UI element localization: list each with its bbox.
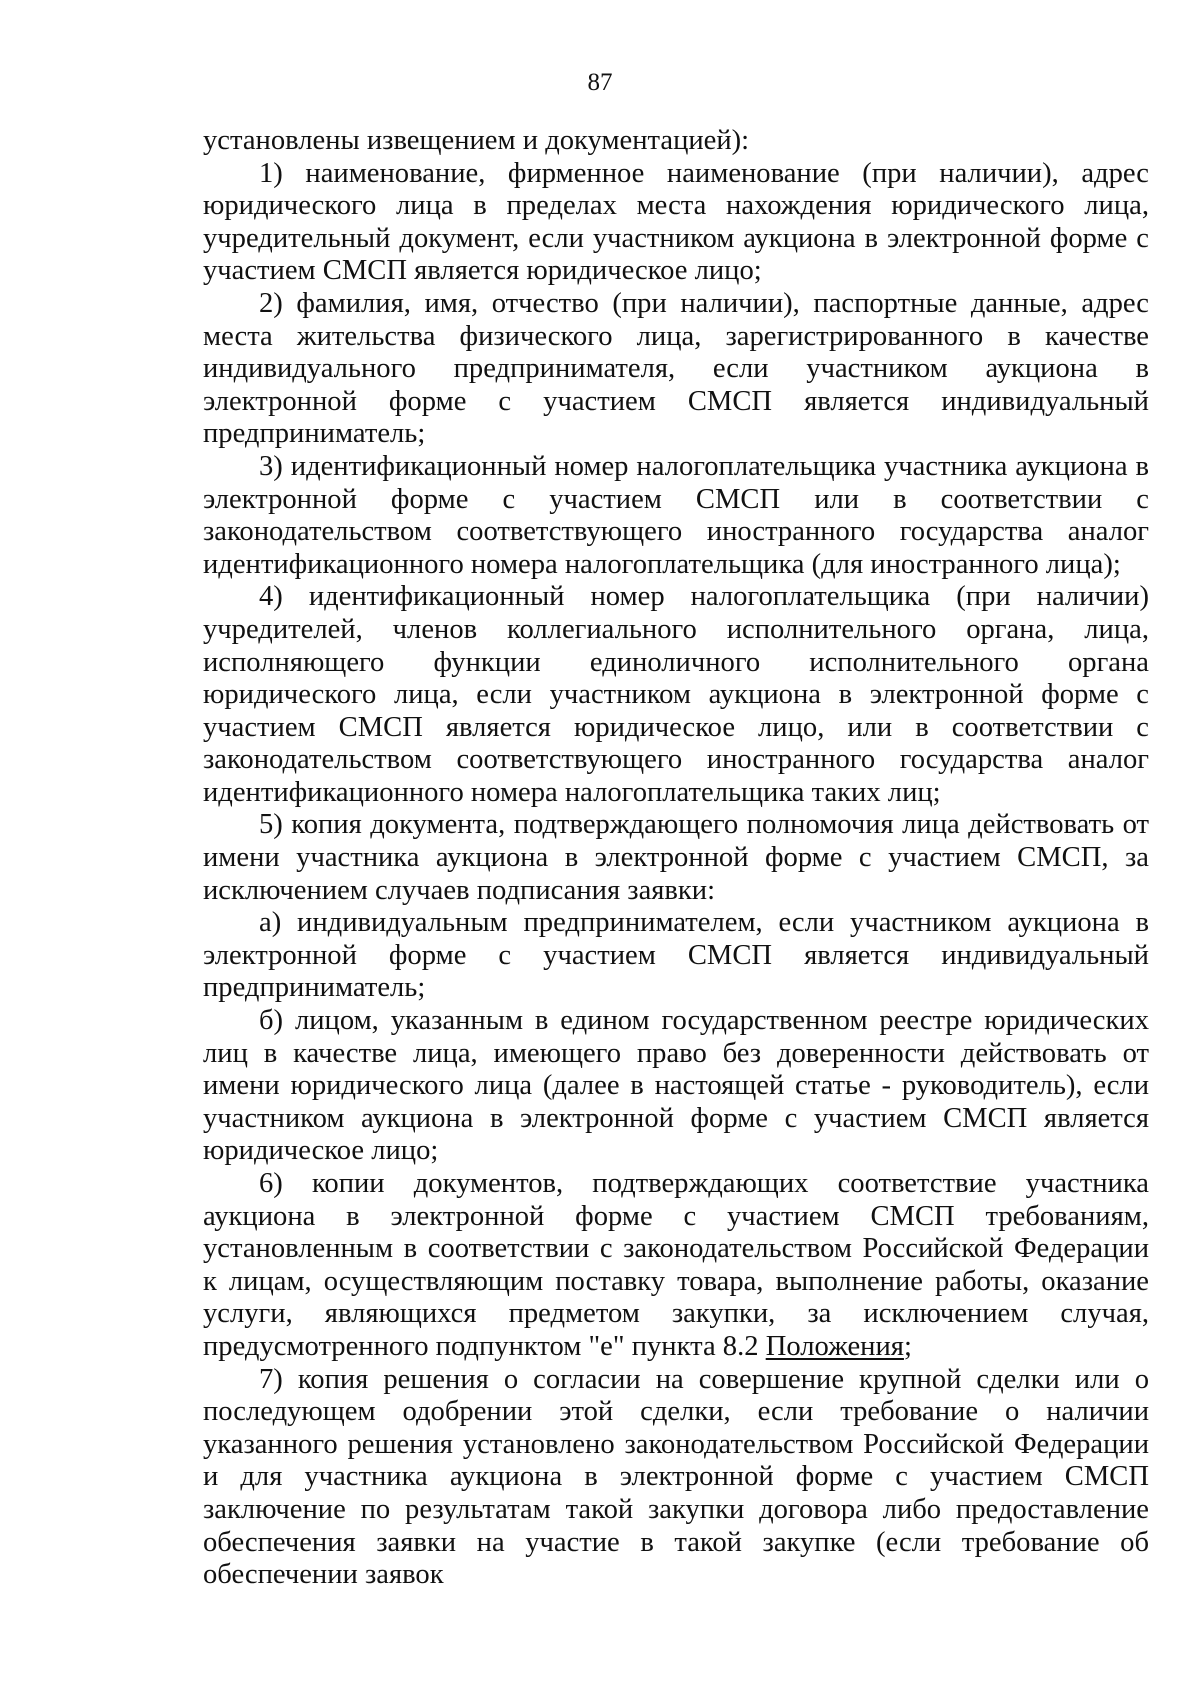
paragraph-intro: установлены извещением и документацией): — [203, 125, 750, 156]
paragraph-item-4: 4) идентификационный номер налогоплательщика (при наличии) учредителей, членов коллегиального исполнительного органа, лица, исполняющего функции единоличного исполнительного органа юридического лица, если участником аукциона в электронной форме с участием СМСП является юридическое лицо, или в соответствии с законодательством соответствующего иностранного государства аналог идентификационного номера налогоплательщика таких лиц; — [203, 581, 1149, 808]
paragraph-item-2: 2) фамилия, имя, отчество (при наличии), паспортные данные, адрес места жительства физического лица, зарегистрированного в качестве индивидуального предпринимателя, если участником аукциона в электронной форме с участием СМСП является индивидуальный предприниматель; — [203, 287, 1149, 450]
paragraph-item-7: 7) копия решения о согласии на совершение крупной сделки или о последующем одобрении этой сделки, если требование о наличии указанного решения установлено законодательством Российской Федерации и для участника аукциона в электронной форме с участием СМСП заключение по результатам такой закупки договора либо предоставление обеспечения заявки на участие в такой закупке (если требование об обеспечении заявок — [203, 1363, 1149, 1591]
document-body — [203, 125, 1149, 1592]
regulation-link[interactable]: Положения — [765, 1330, 904, 1362]
paragraph-subitem-a: а) индивидуальным предпринимателем, если участником аукциона в электронной форме с участием СМСП является индивидуальный предприниматель; — [203, 907, 1149, 1004]
page-number: 87 — [587, 69, 613, 96]
paragraph-item-3: 3) идентификационный номер налогоплательщика участника аукциона в электронной форме с участием СМСП или в соответствии с законодательством соответствующего иностранного государства аналог идентификационного номера налогоплательщика (для иностранного лица); — [203, 450, 1149, 580]
paragraph-item-1: 1) наименование, фирменное наименование (при наличии), адрес юридического лица в пределах места нахождения юридического лица, учредительный документ, если участником аукциона в электронной форме с участием СМСП является юридическое лицо; — [203, 157, 1149, 287]
paragraph-item-6-text: 6) копии документов, подтверждающих соответствие участника аукциона в электронной форме с участием СМСП требованиям, установленным в соответствии с законодательством Российской Федерации к лицам, осуществляющим поставку товара, выполнение работы, оказание услуги, являющихся предметом закупки, за исключением случая, предусмотренного подпунктом "е" пункта 8.2 — [203, 1168, 1149, 1362]
paragraph-item-5: 5) копия документа, подтверждающего полномочия лица действовать от имени участника аукциона в электронной форме с участием СМСП, за исключением случаев подписания заявки: — [203, 809, 1149, 906]
paragraph-item-6-end: ; — [903, 1330, 912, 1362]
paragraph-subitem-b: б) лицом, указанным в едином государственном реестре юридических лиц в качестве лица, имеющего право без доверенности действовать от имени юридического лица (далее в настоящей статье - руководитель), если участником аукциона в электронной форме с участием СМСП является юридическое лицо; — [203, 1005, 1149, 1167]
paragraph-item-6 — [203, 1168, 1149, 1364]
